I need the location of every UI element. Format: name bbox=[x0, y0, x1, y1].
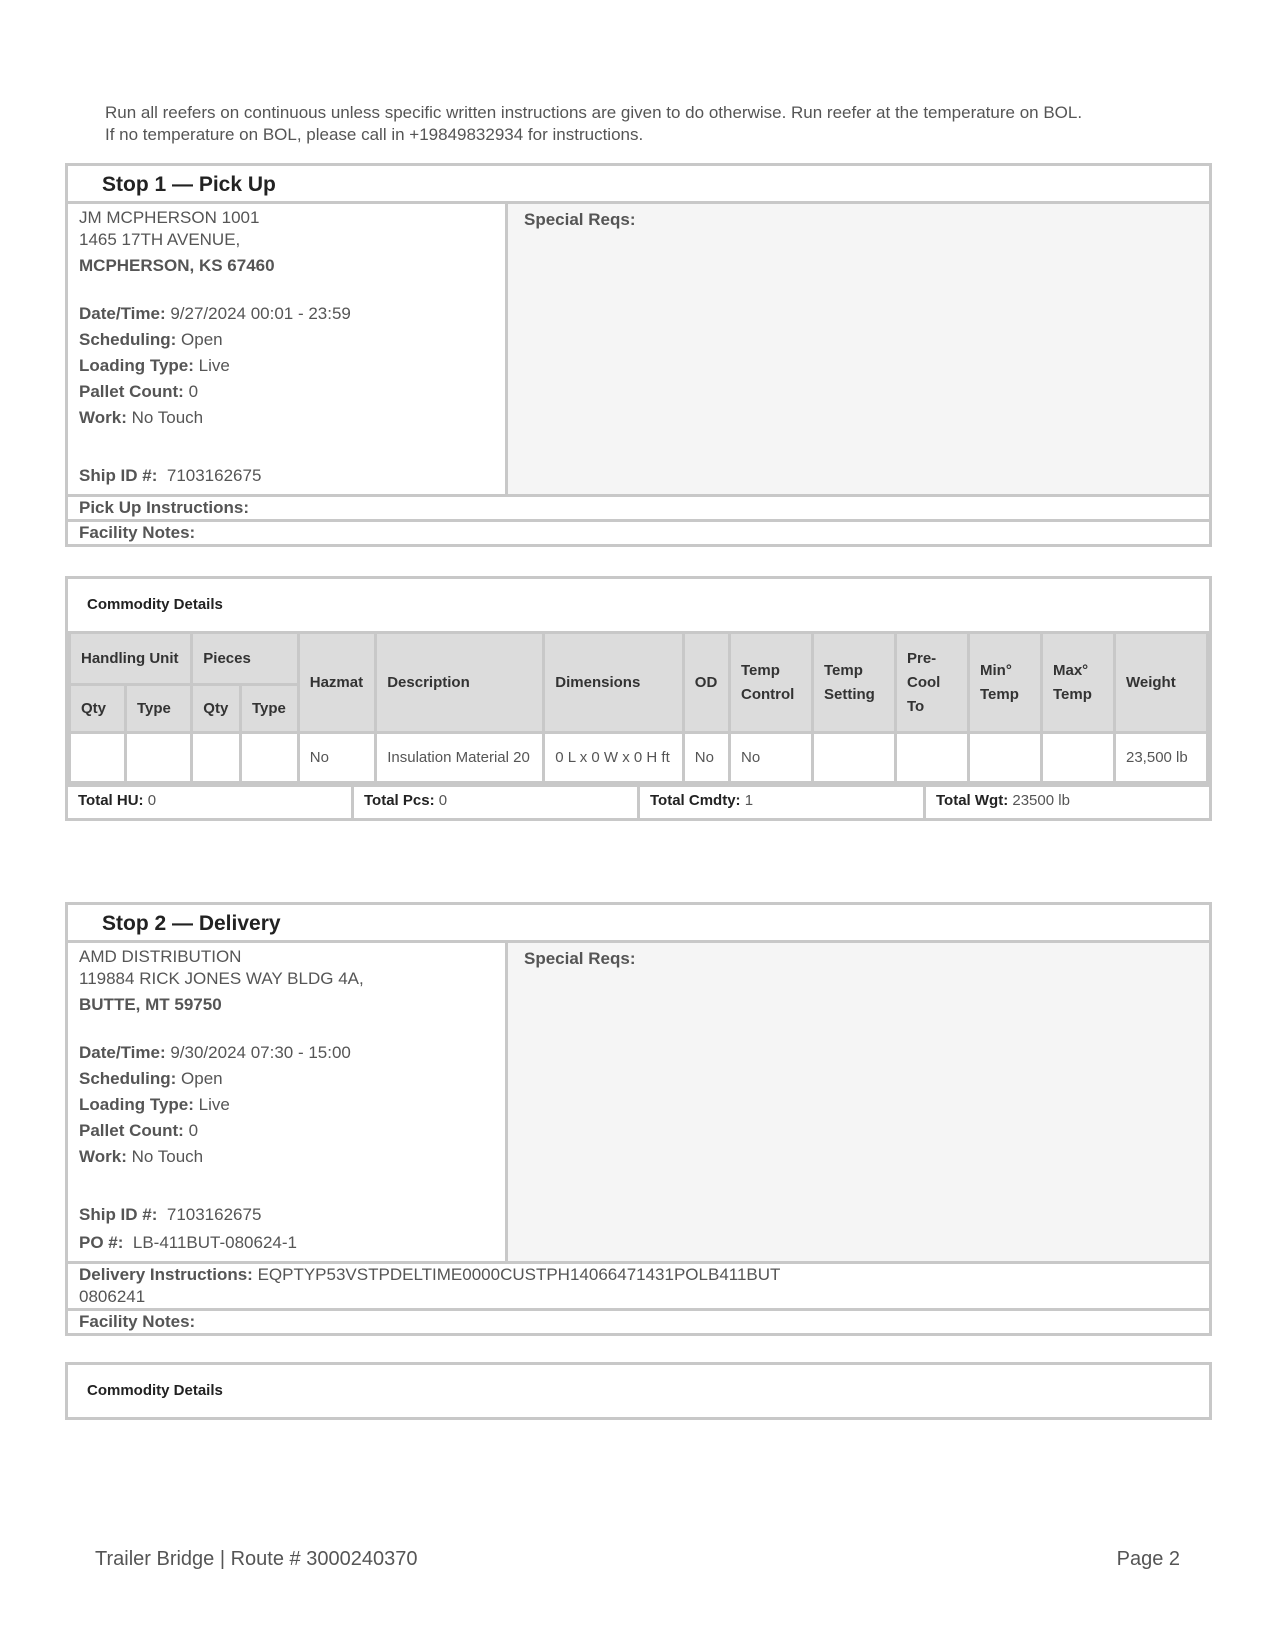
total-cmdty: Total Cmdty: 1 bbox=[640, 787, 926, 818]
stop-1-street: 1465 17TH AVENUE, bbox=[79, 230, 241, 249]
stop-2-work: Work: No Touch bbox=[79, 1147, 204, 1166]
total-wgt: Total Wgt: 23500 lb bbox=[936, 792, 1070, 809]
reefer-instructions bbox=[105, 102, 1185, 146]
header-handling-unit: Handling Unit bbox=[70, 633, 192, 685]
header-description: Description bbox=[376, 633, 544, 733]
stop-1-datetime: Date/Time: 9/27/2024 00:01 - 23:59 bbox=[79, 304, 351, 323]
total-hu: Total HU: 0 bbox=[68, 787, 354, 818]
stop-1-facility-name: JM MCPHERSON 1001 bbox=[79, 208, 260, 227]
commodity-details-2 bbox=[65, 1362, 1212, 1420]
stop-1-special-reqs: Special Reqs: bbox=[508, 204, 1209, 494]
stop-2-facility-notes: Facility Notes: bbox=[79, 1312, 196, 1331]
stop-1-scheduling: Scheduling: Open bbox=[79, 330, 223, 349]
header-hu-qty: Qty bbox=[70, 685, 126, 733]
stop-2-box bbox=[65, 902, 1212, 1336]
stop-1-facility-notes: Facility Notes: bbox=[79, 523, 196, 542]
header-temp-setting: Temp Setting bbox=[813, 633, 896, 733]
stop-1-pallet-count: Pallet Count: 0 bbox=[79, 382, 199, 401]
stop-1-box bbox=[65, 163, 1212, 547]
header-weight: Weight bbox=[1115, 633, 1208, 733]
stop-2-facility-name: AMD DISTRIBUTION bbox=[79, 947, 242, 966]
cell-hazmat: No bbox=[298, 733, 375, 783]
cell-od: No bbox=[683, 733, 729, 783]
header-precool: Pre-Cool To bbox=[896, 633, 969, 733]
commodity-details-2-title: Commodity Details bbox=[87, 1382, 223, 1399]
header-hu-type: Type bbox=[125, 685, 191, 733]
header-od: OD bbox=[683, 633, 729, 733]
commodity-table-1 bbox=[68, 631, 1209, 784]
cell-dimensions: 0 L x 0 W x 0 H ft bbox=[544, 733, 684, 783]
stop-2-title: Stop 2 — Delivery bbox=[68, 905, 1209, 943]
commodity-totals-1 bbox=[68, 784, 1209, 818]
stop-2-po: PO #: LB-411BUT-080624-1 bbox=[79, 1233, 297, 1252]
header-min-temp: Min° Temp bbox=[969, 633, 1042, 733]
header-temp-control: Temp Control bbox=[730, 633, 813, 733]
stop-2-city: BUTTE, MT 59750 bbox=[79, 995, 222, 1014]
header-pieces: Pieces bbox=[192, 633, 298, 685]
cell-min-temp bbox=[969, 733, 1042, 783]
stop-2-street: 119884 RICK JONES WAY BLDG 4A, bbox=[79, 969, 364, 988]
footer-page-number: Page 2 bbox=[1116, 1548, 1180, 1570]
reefer-instructions-line1: Run all reefers on continuous unless specific written instructions are given to do otherwise. Run reefer at the temperature on BOL. bbox=[105, 103, 1083, 122]
stop-2-datetime: Date/Time: 9/30/2024 07:30 - 15:00 bbox=[79, 1043, 351, 1062]
stop-1-loading-type: Loading Type: Live bbox=[79, 356, 230, 375]
cell-description: Insulation Material 20 bbox=[376, 733, 544, 783]
stop-1-details bbox=[68, 204, 508, 494]
cell-temp-setting bbox=[813, 733, 896, 783]
reefer-instructions-line2: If no temperature on BOL, please call in +19849832934 for instructions. bbox=[105, 125, 644, 144]
header-hazmat: Hazmat bbox=[298, 633, 375, 733]
stop-1-ship-id: Ship ID #: 7103162675 bbox=[79, 466, 262, 485]
footer-route: Trailer Bridge | Route # 3000240370 bbox=[95, 1548, 418, 1570]
stop-2-scheduling: Scheduling: Open bbox=[79, 1069, 223, 1088]
header-pc-type: Type bbox=[241, 685, 299, 733]
stop-2-special-reqs: Special Reqs: bbox=[508, 943, 1209, 1261]
cell-precool bbox=[896, 733, 969, 783]
cell-hu-type bbox=[125, 733, 191, 783]
stop-2-ship-id: Ship ID #: 7103162675 bbox=[79, 1205, 262, 1224]
total-pcs: Total Pcs: 0 bbox=[354, 787, 640, 818]
stop-2-details bbox=[68, 943, 508, 1261]
stop-2-delivery-instructions: Delivery Instructions: EQPTYP53VSTPDELTIME0000CUSTPH14066471431POLB411BUT 0806241 bbox=[68, 1264, 1209, 1311]
header-max-temp: Max° Temp bbox=[1042, 633, 1115, 733]
commodity-details-1 bbox=[65, 576, 1212, 821]
cell-temp-control: No bbox=[730, 733, 813, 783]
commodity-details-1-title: Commodity Details bbox=[87, 596, 223, 613]
cell-weight: 23,500 lb bbox=[1115, 733, 1208, 783]
header-dimensions: Dimensions bbox=[544, 633, 684, 733]
stop-2-loading-type: Loading Type: Live bbox=[79, 1095, 230, 1114]
cell-max-temp bbox=[1042, 733, 1115, 783]
stop-1-pickup-instructions: Pick Up Instructions: bbox=[68, 497, 1209, 522]
stop-1-city: MCPHERSON, KS 67460 bbox=[79, 256, 275, 275]
stop-2-pallet-count: Pallet Count: 0 bbox=[79, 1121, 199, 1140]
cell-hu-qty bbox=[70, 733, 126, 783]
stop-1-work: Work: No Touch bbox=[79, 408, 204, 427]
cell-pc-qty bbox=[192, 733, 241, 783]
header-pc-qty: Qty bbox=[192, 685, 241, 733]
stop-1-title: Stop 1 — Pick Up bbox=[68, 166, 1209, 204]
table-row bbox=[70, 733, 1208, 783]
cell-pc-type bbox=[241, 733, 299, 783]
